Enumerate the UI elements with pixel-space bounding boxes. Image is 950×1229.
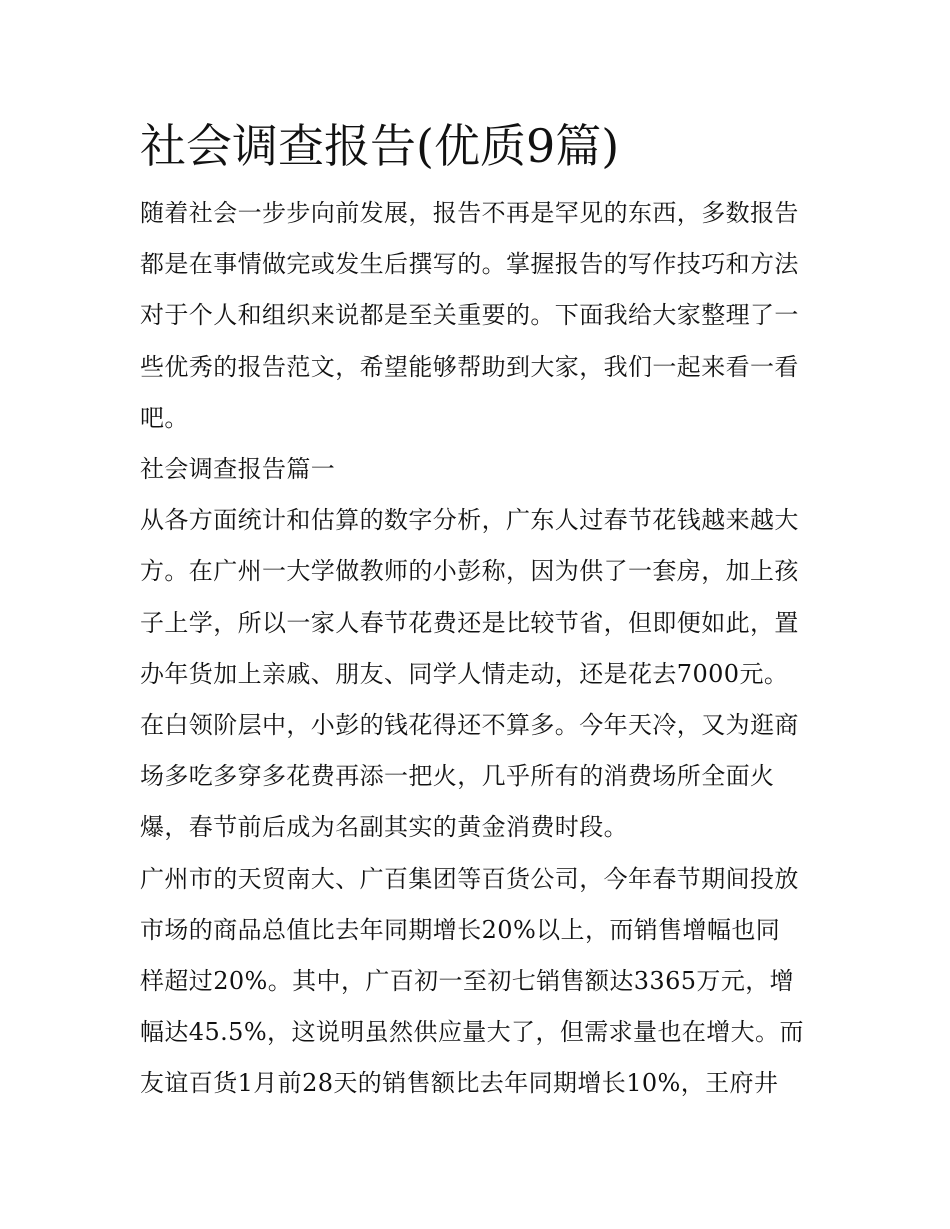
text-line: 吧。 <box>140 403 189 432</box>
text-line: 子上学，所以一家人春节花费还是比较节省，但即便如此，置 <box>140 608 799 637</box>
document-title: 社会调查报告(优质9篇) <box>140 119 620 173</box>
text-line: 友谊百货1月前28天的销售额比去年同期增长10%，王府井 <box>140 1069 779 1098</box>
text-line: 爆，春节前后成为名副其实的黄金消费时段。 <box>140 813 628 842</box>
text-line: 从各方面统计和估算的数字分析，广东人过春节花钱越来越大 <box>140 506 799 535</box>
text-line: 都是在事情做完或发生后撰写的。掌握报告的写作技巧和方法 <box>140 250 799 279</box>
section-heading-text: 社会调查报告篇一 <box>140 455 336 484</box>
text-line: 些优秀的报告范文，希望能够帮助到大家，我们一起来看一看 <box>140 352 799 381</box>
text-line: 广州市的天贸南大、广百集团等百货公司，今年春节期间投放 <box>140 864 799 893</box>
section-heading <box>140 444 820 495</box>
intro-paragraph <box>140 188 820 444</box>
body-paragraph-2 <box>140 854 820 1110</box>
text-line: 幅达45.5%，这说明虽然供应量大了，但需求量也在增大。而 <box>140 1018 804 1047</box>
text-line: 对于个人和组织来说都是至关重要的。下面我给大家整理了一 <box>140 301 799 330</box>
text-line: 方。在广州一大学做教师的小彭称，因为供了一套房，加上孩 <box>140 557 799 586</box>
text-line: 场多吃多穿多花费再添一把火，几乎所有的消费场所全面火 <box>140 762 775 791</box>
body-paragraph-1 <box>140 495 820 853</box>
text-line: 随着社会一步步向前发展，报告不再是罕见的东西，多数报告 <box>140 199 799 227</box>
text-line: 市场的商品总值比去年同期增长20%以上，而销售增幅也同 <box>140 915 781 944</box>
text-line: 办年货加上亲戚、朋友、同学人情走动，还是花去7000元。 <box>140 659 789 688</box>
text-line: 样超过20%。其中，广百初一至初七销售额达3365万元，增 <box>140 967 795 996</box>
text-line: 在白领阶层中，小彭的钱花得还不算多。今年天冷，又为逛商 <box>140 711 799 740</box>
document-page <box>140 112 820 1110</box>
